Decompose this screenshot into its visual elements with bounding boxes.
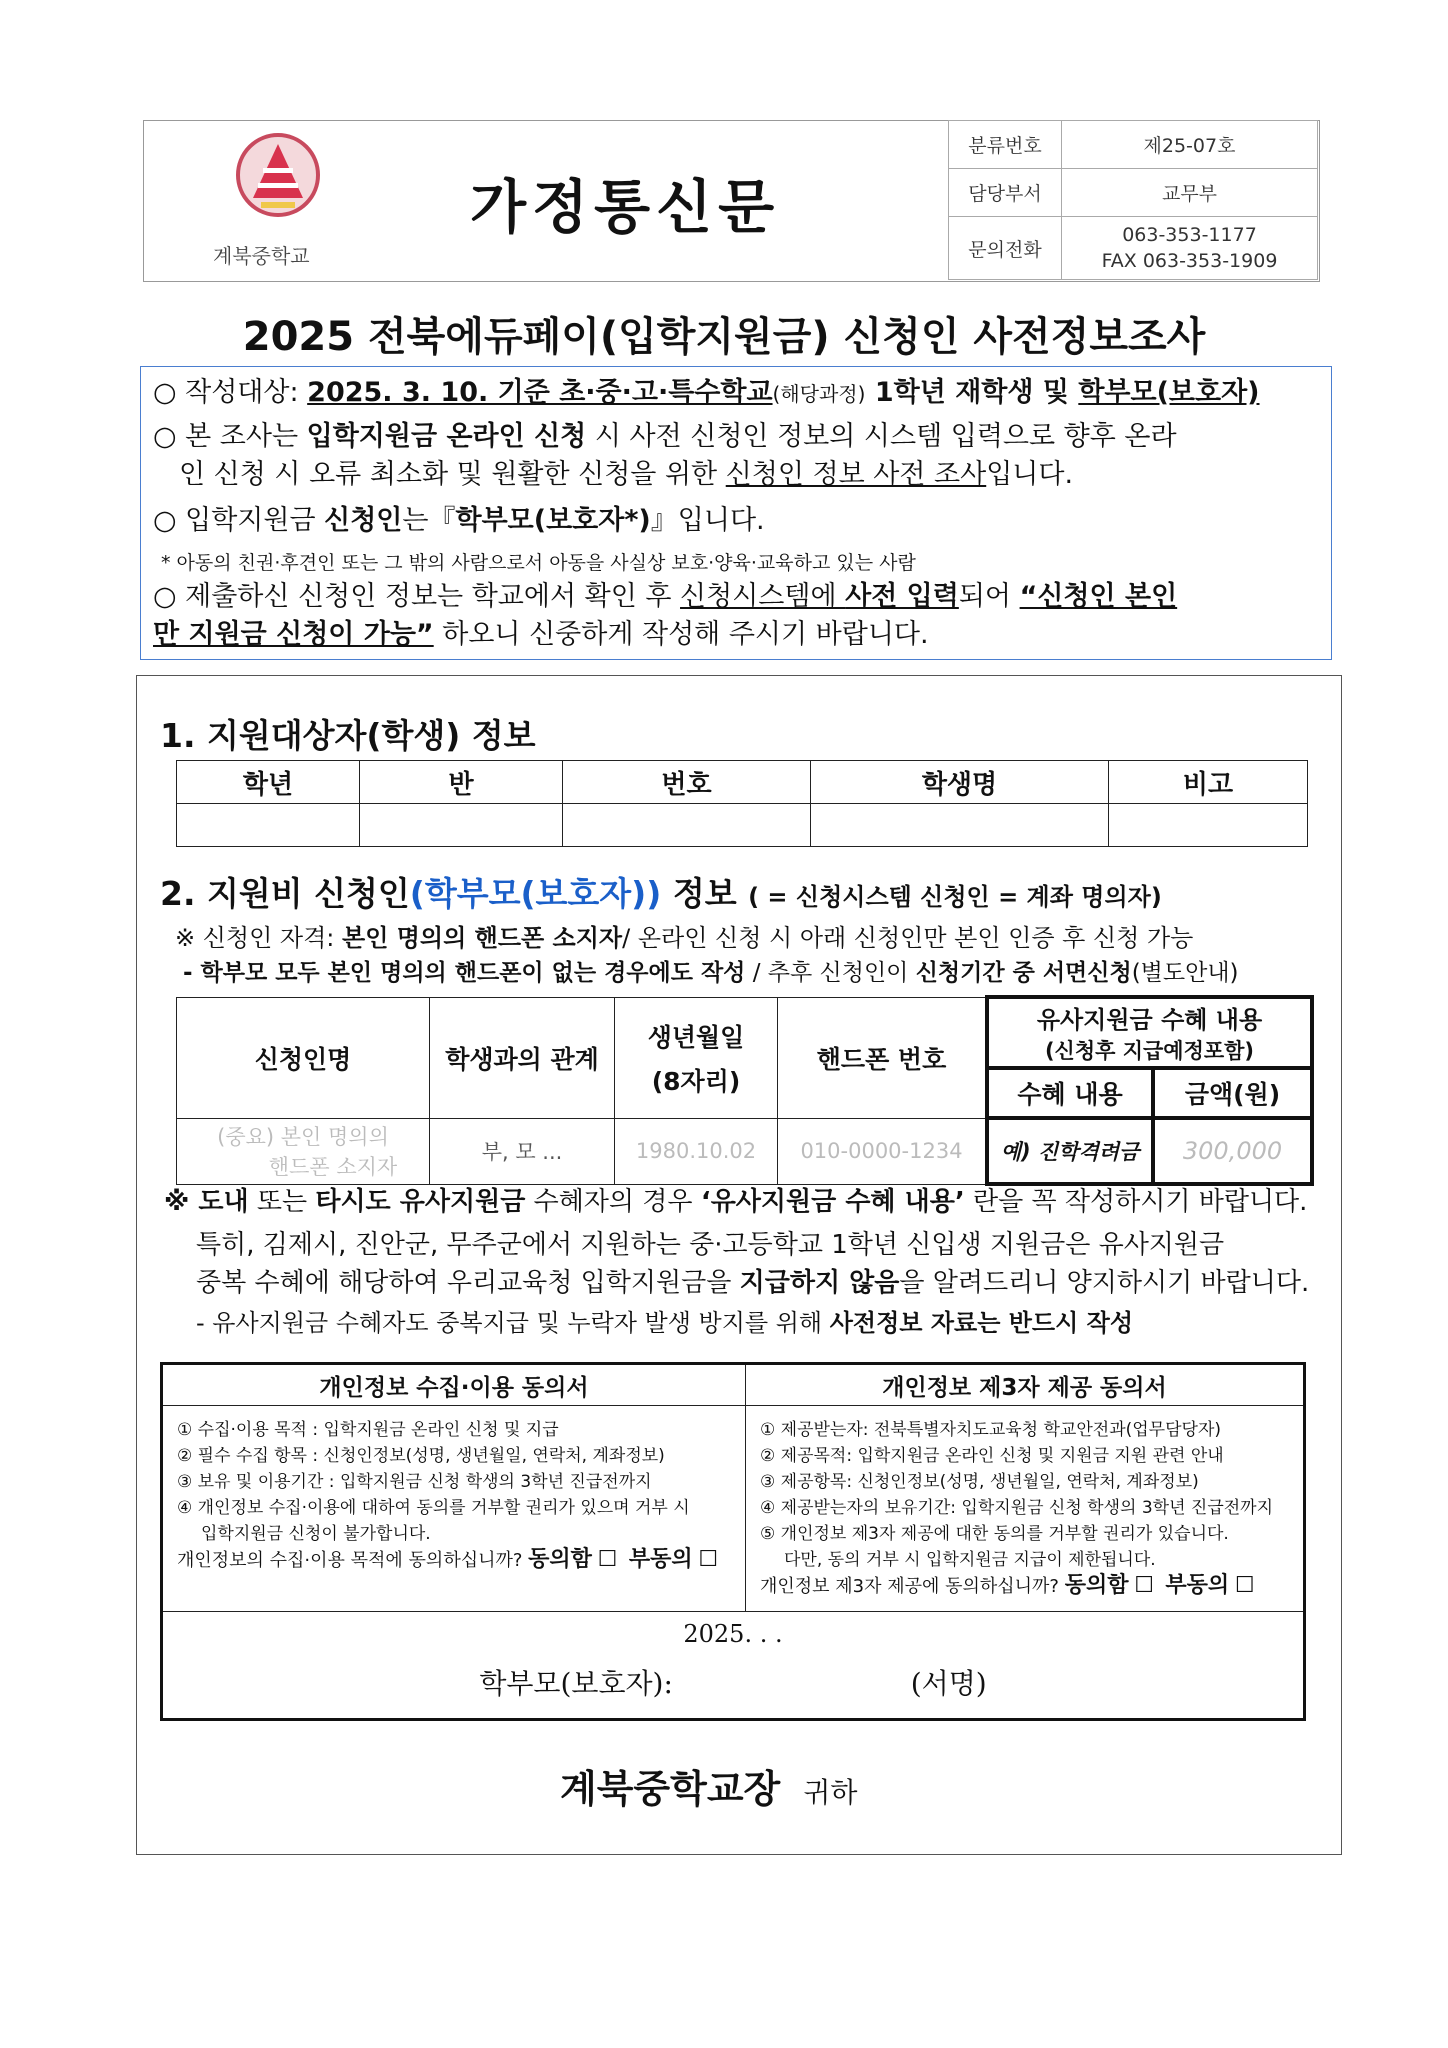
consent-item: ⑤ 개인정보 제3자 제공에 대한 동의를 거부할 권리가 있습니다. (760, 1524, 1229, 1544)
class-input[interactable] (360, 804, 563, 847)
col-header: 생년월일 (647, 1022, 745, 1052)
student-table (176, 760, 1308, 847)
col-header: 번호 (563, 761, 811, 804)
text: - 학부모 모두 본인 명의의 핸드폰이 없는 경우에도 작성 (183, 960, 746, 986)
text: 학부모(보호자) (1078, 377, 1260, 408)
text: 2025. 3. 10. 기준 초·중·고·특수학교 (307, 377, 773, 408)
disagree-label: 부동의 (1165, 1573, 1230, 1598)
text: 정보 (661, 874, 737, 913)
text: 』입니다. (650, 505, 765, 536)
col-header: 반 (360, 761, 563, 804)
col-header: 비고 (1109, 761, 1308, 804)
text: “신청인 본인 (1019, 581, 1178, 612)
consent-item: ② 제공목적: 입학지원금 온라인 신청 및 지원금 지원 관련 안내 (760, 1446, 1224, 1466)
meta-value: 제25-07호 (1062, 121, 1318, 169)
sign-label: (서명) (910, 1667, 987, 1700)
text: 사전 입력 (845, 581, 959, 612)
consent-question: 개인정보 제3자 제공에 동의하십니까? (760, 1576, 1059, 1597)
text: 는『 (402, 505, 456, 536)
text: 란을 꼭 작성하시기 바랍니다. (964, 1187, 1308, 1217)
applicant-table (176, 995, 1314, 1186)
text: (학부모(보호자)) (409, 874, 662, 913)
text: 1학년 재학생 및 (865, 377, 1079, 408)
text: 학부모(보호자*) (455, 505, 651, 536)
col-header: 핸드폰 번호 (778, 997, 988, 1118)
example-relation: 부, 모 ... (430, 1118, 615, 1184)
intro-box (140, 366, 1332, 660)
col-header: 수혜 내용 (987, 1068, 1153, 1118)
number-input[interactable] (563, 804, 811, 847)
section1-title: 1. 지원대상자(학생) 정보 (160, 716, 536, 755)
parent-label: 학부모(보호자): (479, 1667, 673, 1700)
text: (별도안내) (1131, 960, 1239, 986)
text: - 유사지원금 수혜자도 중복지급 및 누락자 발생 방지를 위해 (196, 1309, 830, 1337)
col-header: 학생과의 관계 (430, 997, 615, 1118)
text: ○ 작성대상: (153, 377, 308, 408)
meta-label: 담당부서 (949, 169, 1062, 217)
text: / 온라인 신청 시 아래 신청인만 본인 인증 후 신청 가능 (622, 924, 1194, 952)
text: 인 신청 시 오류 최소화 및 원활한 신청을 위한 (179, 459, 726, 490)
consent-item: ④ 제공받는자의 보유기간: 입학지원금 신청 학생의 3학년 진급전까지 (760, 1498, 1274, 1518)
meta-fax: FAX 063-353-1909 (1101, 250, 1278, 272)
consent-item: ② 필수 수집 항목 : 신청인정보(성명, 생년월일, 연락처, 계좌정보) (177, 1446, 665, 1466)
text: 하오니 신중하게 작성해 주시기 바랍니다. (433, 619, 929, 650)
page-title: 가정통신문 (470, 173, 781, 241)
meta-table (948, 120, 1318, 280)
consent-item: 입학지원금 신청이 불가합니다. (201, 1524, 431, 1544)
grade-input[interactable] (177, 804, 360, 847)
notice-line2: 특히, 김제시, 진안군, 무주군에서 지원하는 중·고등학교 1학년 신입생 지원금은 유사지원금 (196, 1230, 1225, 1260)
consent-table (160, 1362, 1306, 1721)
text: 신청기간 중 서면신청 (915, 960, 1132, 986)
school-emblem-icon (233, 128, 323, 223)
student-name-input[interactable] (811, 804, 1109, 847)
disagree-checkbox[interactable]: ☐ (1234, 1573, 1255, 1598)
consent-item: ③ 제공항목: 신청인정보(성명, 생년월일, 연락처, 계좌정보) (760, 1472, 1199, 1492)
main-title: 2025 전북에듀페이(입학지원금) 신청인 사전정보조사 (242, 314, 1206, 360)
text: 입니다. (986, 459, 1074, 490)
text: 본인 명의의 핸드폰 소지자 (342, 924, 623, 952)
text: 2. 지원비 신청인 (160, 874, 410, 913)
text: 타시도 유사지원금 (315, 1187, 526, 1217)
section2-title (160, 868, 1162, 915)
agree-label: 동의함 (528, 1547, 592, 1572)
meta-label: 분류번호 (949, 121, 1062, 169)
text: / 추후 신청인이 (745, 960, 916, 986)
text: 도내 (198, 1187, 249, 1217)
school-name: 계북중학교 (213, 244, 310, 268)
agree-label: 동의함 (1064, 1573, 1129, 1598)
consent-item: ③ 보유 및 이용기간 : 입학지원금 신청 학생의 3학년 진급전까지 (177, 1472, 652, 1492)
remark-input[interactable] (1109, 804, 1308, 847)
consent-item: ① 제공받는자: 전북특별자치도교육청 학교안전과(업무담당자) (760, 1420, 1221, 1440)
text: ※ (164, 1187, 199, 1217)
text: 신청시스템에 (680, 581, 846, 612)
text: 수혜자의 경우 (525, 1187, 701, 1217)
text: 만 지원금 신청이 가능” (153, 619, 434, 650)
example-phone: 010-0000-1234 (778, 1118, 988, 1184)
consent-item: ① 수집·이용 목적 : 입학지원금 온라인 신청 및 지급 (177, 1420, 559, 1440)
text: ○ 제출하신 신청인 정보는 학교에서 확인 후 (153, 581, 681, 612)
text: 중복 수혜에 해당하여 우리교육청 입학지원금을 (196, 1268, 740, 1298)
text: 또는 (248, 1187, 316, 1217)
text: ○ 입학지원금 (153, 505, 325, 536)
text: 되어 (958, 581, 1020, 612)
col-header: 학생명 (811, 761, 1109, 804)
example-birth: 1980.10.02 (615, 1118, 778, 1184)
text: 을 알려드리니 양지하시기 바랍니다. (899, 1268, 1310, 1298)
text: 사전정보 자료는 반드시 작성 (829, 1309, 1134, 1337)
section2-note2 (183, 954, 1239, 987)
consent-date: 2025. . . (683, 1620, 783, 1648)
meta-value: 교무부 (1062, 169, 1318, 217)
agree-checkbox[interactable]: ☐ (597, 1547, 618, 1572)
example-name: (중요) 본인 명의의 (217, 1125, 389, 1149)
col-header: (신청후 지급예정포함) (1044, 1039, 1255, 1063)
notice-line3 (196, 1264, 1309, 1302)
col-header: 금액(원) (1153, 1068, 1312, 1118)
text: ( = 신청시스템 신청인 = 계좌 명의자) (748, 883, 1162, 911)
meta-label: 문의전화 (949, 217, 1062, 280)
example-amount: 300,000 (1153, 1118, 1312, 1184)
example-content: 예) 진학격려금 (987, 1118, 1153, 1184)
agree-checkbox[interactable]: ☐ (1134, 1573, 1154, 1598)
col-header: (8자리) (651, 1066, 741, 1096)
disagree-label: 부동의 (628, 1547, 693, 1572)
consent-item: ④ 개인정보 수집·이용에 대하여 동의를 거부할 권리가 있으며 거부 시 (177, 1498, 690, 1518)
consent-right-title: 개인정보 제3자 제공 동의서 (746, 1364, 1305, 1406)
consent-question: 개인정보의 수집·이용 목적에 동의하십니까? (177, 1550, 523, 1571)
col-header: 유사지원금 수혜 내용 (1036, 1006, 1263, 1034)
text: 신청인 (324, 505, 403, 536)
text: ○ 본 조사는 (153, 421, 307, 452)
intro-footnote: * 아동의 친권·후견인 또는 그 밖의 사람으로서 아동을 사실상 보호·양육·교육하고 있는 사람 (161, 552, 916, 574)
col-header: 신청인명 (177, 997, 430, 1118)
consent-left-title: 개인정보 수집·이용 동의서 (162, 1364, 746, 1406)
text: 신청인 정보 사전 조사 (725, 459, 987, 490)
text: ※ 신청인 자격: (175, 924, 343, 952)
example-name: 핸드폰 소지자 (268, 1155, 398, 1179)
text: 지급하지 않음 (739, 1268, 900, 1298)
section2-note1 (175, 918, 1193, 953)
consent-item: 다만, 동의 거부 시 입학지원금 지급이 제한됩니다. (784, 1550, 1156, 1570)
notice-line4 (196, 1304, 1133, 1342)
meta-phone: 063-353-1177 (1122, 224, 1257, 246)
principal-name: 계북중학교장 (560, 1766, 781, 1811)
text: ‘유사지원금 수혜 내용’ (700, 1187, 965, 1217)
text: (해당과정) (772, 382, 866, 406)
col-header: 학년 (177, 761, 360, 804)
disagree-checkbox[interactable]: ☐ (698, 1547, 719, 1572)
notice-line1 (164, 1183, 1307, 1221)
school-logo-block (143, 120, 338, 280)
text: 시 사전 신청인 정보의 시스템 입력으로 향후 온라 (586, 421, 1177, 452)
honorific: 귀하 (803, 1776, 858, 1809)
text: 입학지원금 온라인 신청 (306, 421, 587, 452)
